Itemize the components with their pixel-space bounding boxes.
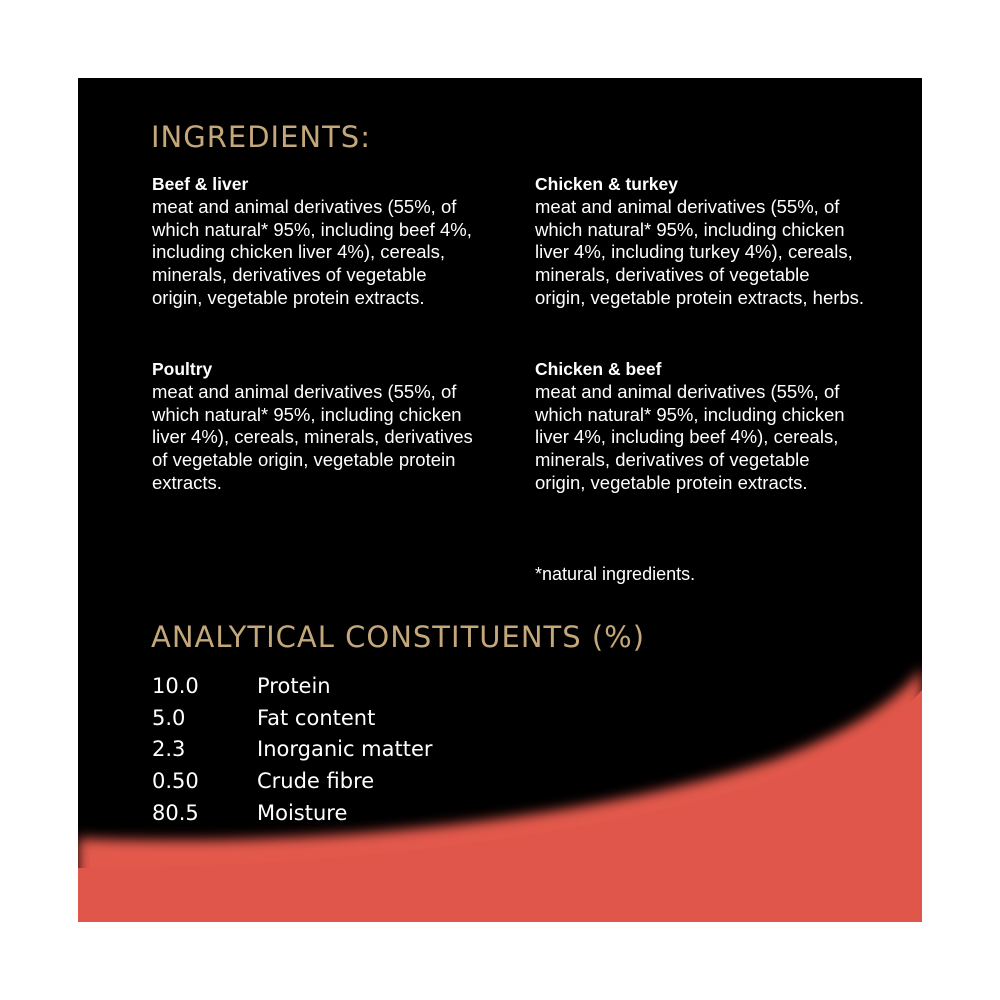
recipe-ingredients-text: meat and animal derivatives (55%, of which natural* 95%, including chicken liver 4%), cereals, minerals, derivatives of vegetable origin, vegetable protein extracts. bbox=[152, 380, 473, 493]
recipe-title: Poultry bbox=[152, 359, 213, 379]
constituents-table bbox=[152, 670, 433, 828]
recipe-chicken-turkey bbox=[535, 173, 865, 310]
recipe-beef-liver bbox=[152, 173, 482, 310]
recipe-ingredients-text: meat and animal derivatives (55%, of which natural* 95%, including chicken liver 4%, including turkey 4%), cereals, minerals, derivatives of vegetable origin, vegetable protein extracts, herbs. bbox=[535, 195, 865, 308]
constituent-value: 2.3 bbox=[152, 737, 186, 762]
recipe-title: Chicken & turkey bbox=[535, 174, 678, 194]
constituent-row bbox=[152, 670, 433, 702]
natural-ingredients-footnote: *natural ingredients. bbox=[535, 564, 696, 584]
recipe-ingredients-text: meat and animal derivatives (55%, of which natural* 95%, including chicken liver 4%, including beef 4%), cereals, minerals, derivatives of vegetable origin, vegetable protein extracts. bbox=[535, 380, 845, 493]
constituent-value: 0.50 bbox=[152, 768, 199, 793]
constituent-name: Protein bbox=[257, 673, 331, 698]
constituent-row bbox=[152, 702, 433, 734]
recipe-ingredients-text: meat and animal derivatives (55%, of which natural* 95%, including beef 4%, including chicken liver 4%), cereals, minerals, derivatives of vegetable origin, vegetable protein extracts. bbox=[152, 195, 472, 308]
constituent-name: Moisture bbox=[257, 800, 348, 825]
constituent-row bbox=[152, 797, 433, 829]
analytical-constituents-heading: ANALYTICAL CONSTITUENTS (%) bbox=[151, 620, 646, 654]
constituent-name: Crude fibre bbox=[257, 768, 375, 793]
constituent-name: Inorganic matter bbox=[257, 737, 433, 762]
recipe-title: Chicken & beef bbox=[535, 359, 662, 379]
constituent-row bbox=[152, 733, 433, 765]
constituent-row bbox=[152, 765, 433, 797]
constituent-value: 80.5 bbox=[152, 800, 199, 825]
recipe-poultry bbox=[152, 358, 482, 495]
recipe-chicken-beef bbox=[535, 358, 845, 495]
constituent-value: 10.0 bbox=[152, 673, 199, 698]
ingredients-panel bbox=[78, 78, 922, 922]
ingredients-heading: INGREDIENTS: bbox=[151, 120, 371, 154]
constituent-name: Fat content bbox=[257, 705, 376, 730]
constituent-value: 5.0 bbox=[152, 705, 186, 730]
recipe-title: Beef & liver bbox=[152, 174, 249, 194]
